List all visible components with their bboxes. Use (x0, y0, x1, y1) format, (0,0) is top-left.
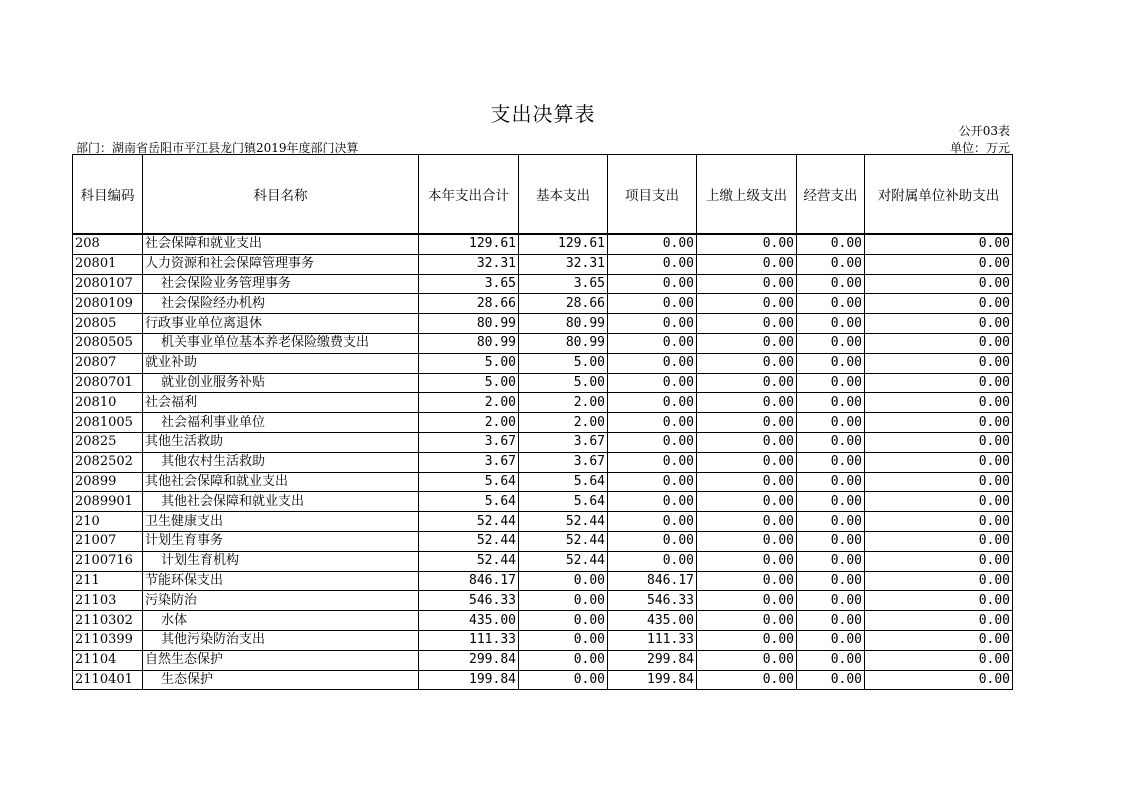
table-row (73, 314, 1013, 334)
business-cell: 0.00 (797, 512, 865, 532)
subsidy-cell: 0.00 (865, 393, 1013, 413)
upper-cell: 0.00 (697, 492, 797, 512)
project-cell: 0.00 (608, 294, 697, 314)
upper-cell: 0.00 (697, 452, 797, 472)
business-cell: 0.00 (797, 670, 865, 690)
upper-cell: 0.00 (697, 314, 797, 334)
code-cell: 211 (73, 571, 143, 591)
project-cell: 846.17 (608, 571, 697, 591)
table-row (73, 234, 1013, 254)
subsidy-cell: 0.00 (865, 512, 1013, 532)
upper-cell: 0.00 (697, 591, 797, 611)
column-header-business: 经营支出 (797, 155, 865, 235)
project-cell: 0.00 (608, 551, 697, 571)
table-row (73, 254, 1013, 274)
basic-cell: 129.61 (519, 234, 608, 254)
total-cell: 3.65 (419, 274, 519, 294)
business-cell: 0.00 (797, 333, 865, 353)
name-cell: 其他社会保障和就业支出 (143, 472, 419, 492)
name-cell: 水体 (143, 611, 419, 631)
basic-cell: 52.44 (519, 551, 608, 571)
project-cell: 0.00 (608, 333, 697, 353)
table-row (73, 492, 1013, 512)
total-cell: 52.44 (419, 512, 519, 532)
basic-cell: 28.66 (519, 294, 608, 314)
table-row (73, 353, 1013, 373)
upper-cell: 0.00 (697, 294, 797, 314)
business-cell: 0.00 (797, 492, 865, 512)
form-number: 公开03表 (958, 124, 1010, 138)
total-cell: 299.84 (419, 650, 519, 670)
name-cell: 自然生态保护 (143, 650, 419, 670)
code-cell: 2110399 (73, 630, 143, 650)
basic-cell: 5.00 (519, 373, 608, 393)
table-row (73, 670, 1013, 690)
subsidy-cell: 0.00 (865, 373, 1013, 393)
subsidy-cell: 0.00 (865, 353, 1013, 373)
business-cell: 0.00 (797, 531, 865, 551)
basic-cell: 3.67 (519, 432, 608, 452)
name-cell: 人力资源和社会保障管理事务 (143, 254, 419, 274)
table-row (73, 571, 1013, 591)
table-row (73, 413, 1013, 433)
upper-cell: 0.00 (697, 551, 797, 571)
basic-cell: 0.00 (519, 611, 608, 631)
basic-cell: 2.00 (519, 413, 608, 433)
business-cell: 0.00 (797, 314, 865, 334)
basic-cell: 0.00 (519, 630, 608, 650)
project-cell: 435.00 (608, 611, 697, 631)
basic-cell: 52.44 (519, 512, 608, 532)
subsidy-cell: 0.00 (865, 611, 1013, 631)
total-cell: 2.00 (419, 393, 519, 413)
business-cell: 0.00 (797, 413, 865, 433)
project-cell: 0.00 (608, 353, 697, 373)
department-label: 部门：湖南省岳阳市平江县龙门镇2019年度部门决算 (76, 141, 359, 155)
table-row (73, 472, 1013, 492)
name-cell: 就业补助 (143, 353, 419, 373)
project-cell: 0.00 (608, 452, 697, 472)
total-cell: 3.67 (419, 452, 519, 472)
subsidy-cell: 0.00 (865, 670, 1013, 690)
table-row (73, 274, 1013, 294)
total-cell: 5.00 (419, 373, 519, 393)
code-cell: 20801 (73, 254, 143, 274)
subsidy-cell: 0.00 (865, 314, 1013, 334)
name-cell: 社会保障和就业支出 (143, 234, 419, 254)
basic-cell: 3.65 (519, 274, 608, 294)
code-cell: 2081005 (73, 413, 143, 433)
total-cell: 435.00 (419, 611, 519, 631)
table-row (73, 512, 1013, 532)
column-header-total: 本年支出合计 (419, 155, 519, 235)
total-cell: 3.67 (419, 432, 519, 452)
code-cell: 2080505 (73, 333, 143, 353)
table-row (73, 630, 1013, 650)
total-cell: 32.31 (419, 254, 519, 274)
upper-cell: 0.00 (697, 531, 797, 551)
subsidy-cell: 0.00 (865, 254, 1013, 274)
subsidy-cell: 0.00 (865, 551, 1013, 571)
project-cell: 0.00 (608, 492, 697, 512)
page-title: 支出决算表 (490, 102, 596, 126)
code-cell: 2110401 (73, 670, 143, 690)
basic-cell: 0.00 (519, 650, 608, 670)
business-cell: 0.00 (797, 650, 865, 670)
basic-cell: 5.00 (519, 353, 608, 373)
subsidy-cell: 0.00 (865, 630, 1013, 650)
name-cell: 其他生活救助 (143, 432, 419, 452)
table-row (73, 531, 1013, 551)
code-cell: 21103 (73, 591, 143, 611)
code-cell: 2100716 (73, 551, 143, 571)
code-cell: 20807 (73, 353, 143, 373)
business-cell: 0.00 (797, 432, 865, 452)
business-cell: 0.00 (797, 393, 865, 413)
total-cell: 111.33 (419, 630, 519, 650)
total-cell: 52.44 (419, 551, 519, 571)
expenditure-table (72, 154, 1013, 690)
upper-cell: 0.00 (697, 670, 797, 690)
upper-cell: 0.00 (697, 393, 797, 413)
table-row (73, 650, 1013, 670)
subsidy-cell: 0.00 (865, 274, 1013, 294)
project-cell: 0.00 (608, 512, 697, 532)
code-cell: 21007 (73, 531, 143, 551)
upper-cell: 0.00 (697, 333, 797, 353)
upper-cell: 0.00 (697, 650, 797, 670)
project-cell: 199.84 (608, 670, 697, 690)
total-cell: 846.17 (419, 571, 519, 591)
name-cell: 卫生健康支出 (143, 512, 419, 532)
unit-label: 单位：万元 (949, 141, 1010, 155)
code-cell: 20825 (73, 432, 143, 452)
total-cell: 546.33 (419, 591, 519, 611)
project-cell: 546.33 (608, 591, 697, 611)
business-cell: 0.00 (797, 353, 865, 373)
project-cell: 0.00 (608, 254, 697, 274)
total-cell: 28.66 (419, 294, 519, 314)
column-header-code: 科目编码 (73, 155, 143, 235)
code-cell: 2080109 (73, 294, 143, 314)
subsidy-cell: 0.00 (865, 571, 1013, 591)
code-cell: 2089901 (73, 492, 143, 512)
name-cell: 机关事业单位基本养老保险缴费支出 (143, 333, 419, 353)
name-cell: 节能环保支出 (143, 571, 419, 591)
code-cell: 20810 (73, 393, 143, 413)
business-cell: 0.00 (797, 373, 865, 393)
code-cell: 2080107 (73, 274, 143, 294)
column-header-basic: 基本支出 (519, 155, 608, 235)
code-cell: 2110302 (73, 611, 143, 631)
total-cell: 199.84 (419, 670, 519, 690)
upper-cell: 0.00 (697, 472, 797, 492)
project-cell: 0.00 (608, 393, 697, 413)
business-cell: 0.00 (797, 254, 865, 274)
business-cell: 0.00 (797, 294, 865, 314)
table-row (73, 591, 1013, 611)
business-cell: 0.00 (797, 611, 865, 631)
upper-cell: 0.00 (697, 512, 797, 532)
code-cell: 20805 (73, 314, 143, 334)
basic-cell: 80.99 (519, 314, 608, 334)
business-cell: 0.00 (797, 472, 865, 492)
upper-cell: 0.00 (697, 234, 797, 254)
basic-cell: 5.64 (519, 472, 608, 492)
code-cell: 2082502 (73, 452, 143, 472)
name-cell: 其他社会保障和就业支出 (143, 492, 419, 512)
business-cell: 0.00 (797, 630, 865, 650)
table-row (73, 452, 1013, 472)
basic-cell: 3.67 (519, 452, 608, 472)
name-cell: 生态保护 (143, 670, 419, 690)
name-cell: 社会保险经办机构 (143, 294, 419, 314)
basic-cell: 2.00 (519, 393, 608, 413)
business-cell: 0.00 (797, 234, 865, 254)
upper-cell: 0.00 (697, 254, 797, 274)
column-header-upper: 上缴上级支出 (697, 155, 797, 235)
column-header-subsidy: 对附属单位补助支出 (865, 155, 1013, 235)
table-row (73, 294, 1013, 314)
subsidy-cell: 0.00 (865, 333, 1013, 353)
name-cell: 污染防治 (143, 591, 419, 611)
table-row (73, 432, 1013, 452)
name-cell: 社会保险业务管理事务 (143, 274, 419, 294)
subsidy-cell: 0.00 (865, 591, 1013, 611)
total-cell: 5.64 (419, 492, 519, 512)
business-cell: 0.00 (797, 591, 865, 611)
name-cell: 其他污染防治支出 (143, 630, 419, 650)
basic-cell: 0.00 (519, 591, 608, 611)
business-cell: 0.00 (797, 452, 865, 472)
upper-cell: 0.00 (697, 373, 797, 393)
project-cell: 0.00 (608, 531, 697, 551)
subsidy-cell: 0.00 (865, 413, 1013, 433)
table-body (73, 234, 1013, 690)
upper-cell: 0.00 (697, 274, 797, 294)
upper-cell: 0.00 (697, 353, 797, 373)
table-row (73, 393, 1013, 413)
project-cell: 299.84 (608, 650, 697, 670)
subsidy-cell: 0.00 (865, 492, 1013, 512)
upper-cell: 0.00 (697, 571, 797, 591)
name-cell: 社会福利 (143, 393, 419, 413)
name-cell: 行政事业单位离退休 (143, 314, 419, 334)
subsidy-cell: 0.00 (865, 432, 1013, 452)
project-cell: 0.00 (608, 432, 697, 452)
total-cell: 129.61 (419, 234, 519, 254)
subsidy-cell: 0.00 (865, 472, 1013, 492)
total-cell: 5.64 (419, 472, 519, 492)
total-cell: 80.99 (419, 333, 519, 353)
subsidy-cell: 0.00 (865, 452, 1013, 472)
basic-cell: 52.44 (519, 531, 608, 551)
business-cell: 0.00 (797, 274, 865, 294)
project-cell: 0.00 (608, 472, 697, 492)
project-cell: 0.00 (608, 234, 697, 254)
name-cell: 计划生育机构 (143, 551, 419, 571)
basic-cell: 0.00 (519, 571, 608, 591)
code-cell: 210 (73, 512, 143, 532)
subsidy-cell: 0.00 (865, 650, 1013, 670)
code-cell: 20899 (73, 472, 143, 492)
name-cell: 社会福利事业单位 (143, 413, 419, 433)
total-cell: 52.44 (419, 531, 519, 551)
column-header-name: 科目名称 (143, 155, 419, 235)
total-cell: 5.00 (419, 353, 519, 373)
upper-cell: 0.00 (697, 611, 797, 631)
name-cell: 计划生育事务 (143, 531, 419, 551)
code-cell: 2080701 (73, 373, 143, 393)
business-cell: 0.00 (797, 551, 865, 571)
project-cell: 0.00 (608, 274, 697, 294)
table-row (73, 551, 1013, 571)
subsidy-cell: 0.00 (865, 294, 1013, 314)
basic-cell: 5.64 (519, 492, 608, 512)
name-cell: 其他农村生活救助 (143, 452, 419, 472)
table-row (73, 333, 1013, 353)
project-cell: 0.00 (608, 314, 697, 334)
subsidy-cell: 0.00 (865, 234, 1013, 254)
code-cell: 21104 (73, 650, 143, 670)
subsidy-cell: 0.00 (865, 531, 1013, 551)
project-cell: 111.33 (608, 630, 697, 650)
upper-cell: 0.00 (697, 630, 797, 650)
total-cell: 80.99 (419, 314, 519, 334)
table-row (73, 611, 1013, 631)
code-cell: 208 (73, 234, 143, 254)
upper-cell: 0.00 (697, 432, 797, 452)
upper-cell: 0.00 (697, 413, 797, 433)
project-cell: 0.00 (608, 413, 697, 433)
basic-cell: 0.00 (519, 670, 608, 690)
basic-cell: 80.99 (519, 333, 608, 353)
table-row (73, 373, 1013, 393)
table-header-row (73, 155, 1013, 235)
total-cell: 2.00 (419, 413, 519, 433)
business-cell: 0.00 (797, 571, 865, 591)
project-cell: 0.00 (608, 373, 697, 393)
basic-cell: 32.31 (519, 254, 608, 274)
name-cell: 就业创业服务补贴 (143, 373, 419, 393)
column-header-project: 项目支出 (608, 155, 697, 235)
